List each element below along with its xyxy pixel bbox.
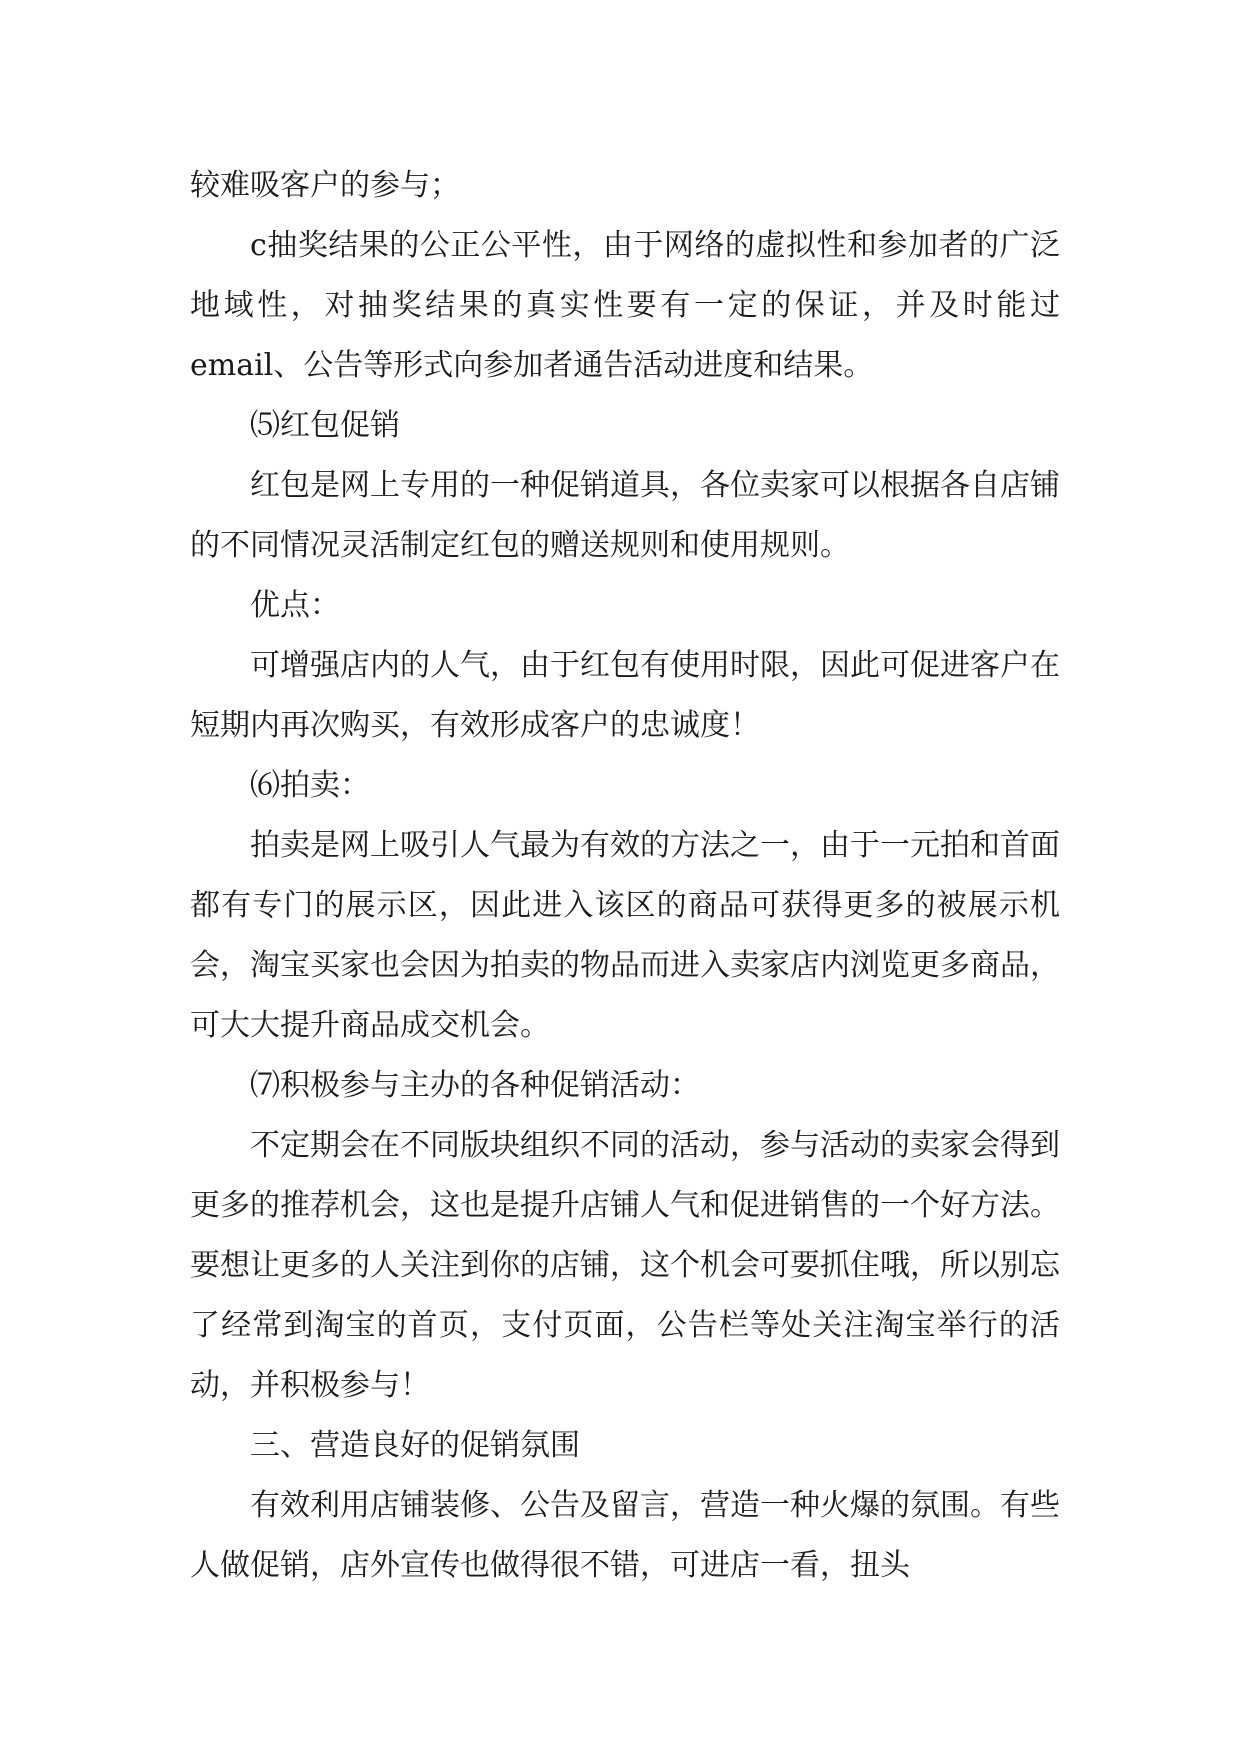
paragraph: 优点： [250, 588, 340, 623]
paragraph: 可增强店内的人气，由于红包有使用时限，因此可促进客户在短期内再次购买，有效形成客户的忠诚度！ [190, 648, 1060, 743]
section-heading: ⑸红包促销 [250, 408, 400, 443]
section-heading: ⑺积极参与主办的各种促销活动： [250, 1068, 700, 1103]
paragraph: 不定期会在不同版块组织不同的活动，参与活动的卖家会得到更多的推荐机会，这也是提升店铺人气和促进销售的一个好方法。要想让更多的人关注到你的店铺，这个机会可要抓住哦，所以别忘了经常到淘宝的首页，支付页面，公告栏等处关注淘宝举行的活动，并积极参与！ [190, 1128, 1060, 1403]
paragraph: 红包是网上专用的一种促销道具，各位卖家可以根据各自店铺的不同情况灵活制定红包的赠送规则和使用规则。 [190, 468, 1060, 563]
section-heading: 三、营造良好的促销氛围 [250, 1428, 580, 1463]
document-body [190, 156, 1060, 1596]
paragraph: c抽奖结果的公正公平性，由于网络的虚拟性和参加者的广泛地域性，对抽奖结果的真实性要有一定的保证，并及时能过email、公告等形式向参加者通告活动进度和结果。 [190, 228, 1060, 383]
paragraph: 较难吸客户的参与； [190, 168, 460, 203]
paragraph: 拍卖是网上吸引人气最为有效的方法之一，由于一元拍和首面都有专门的展示区，因此进入该区的商品可获得更多的被展示机会，淘宝买家也会因为拍卖的物品而进入卖家店内浏览更多商品，可大大提升商品成交机会。 [190, 828, 1060, 1043]
section-heading: ⑹拍卖： [250, 768, 370, 803]
paragraph: 有效利用店铺装修、公告及留言，营造一种火爆的氛围。有些人做促销，店外宣传也做得很不错，可进店一看，扭头 [190, 1488, 1060, 1583]
